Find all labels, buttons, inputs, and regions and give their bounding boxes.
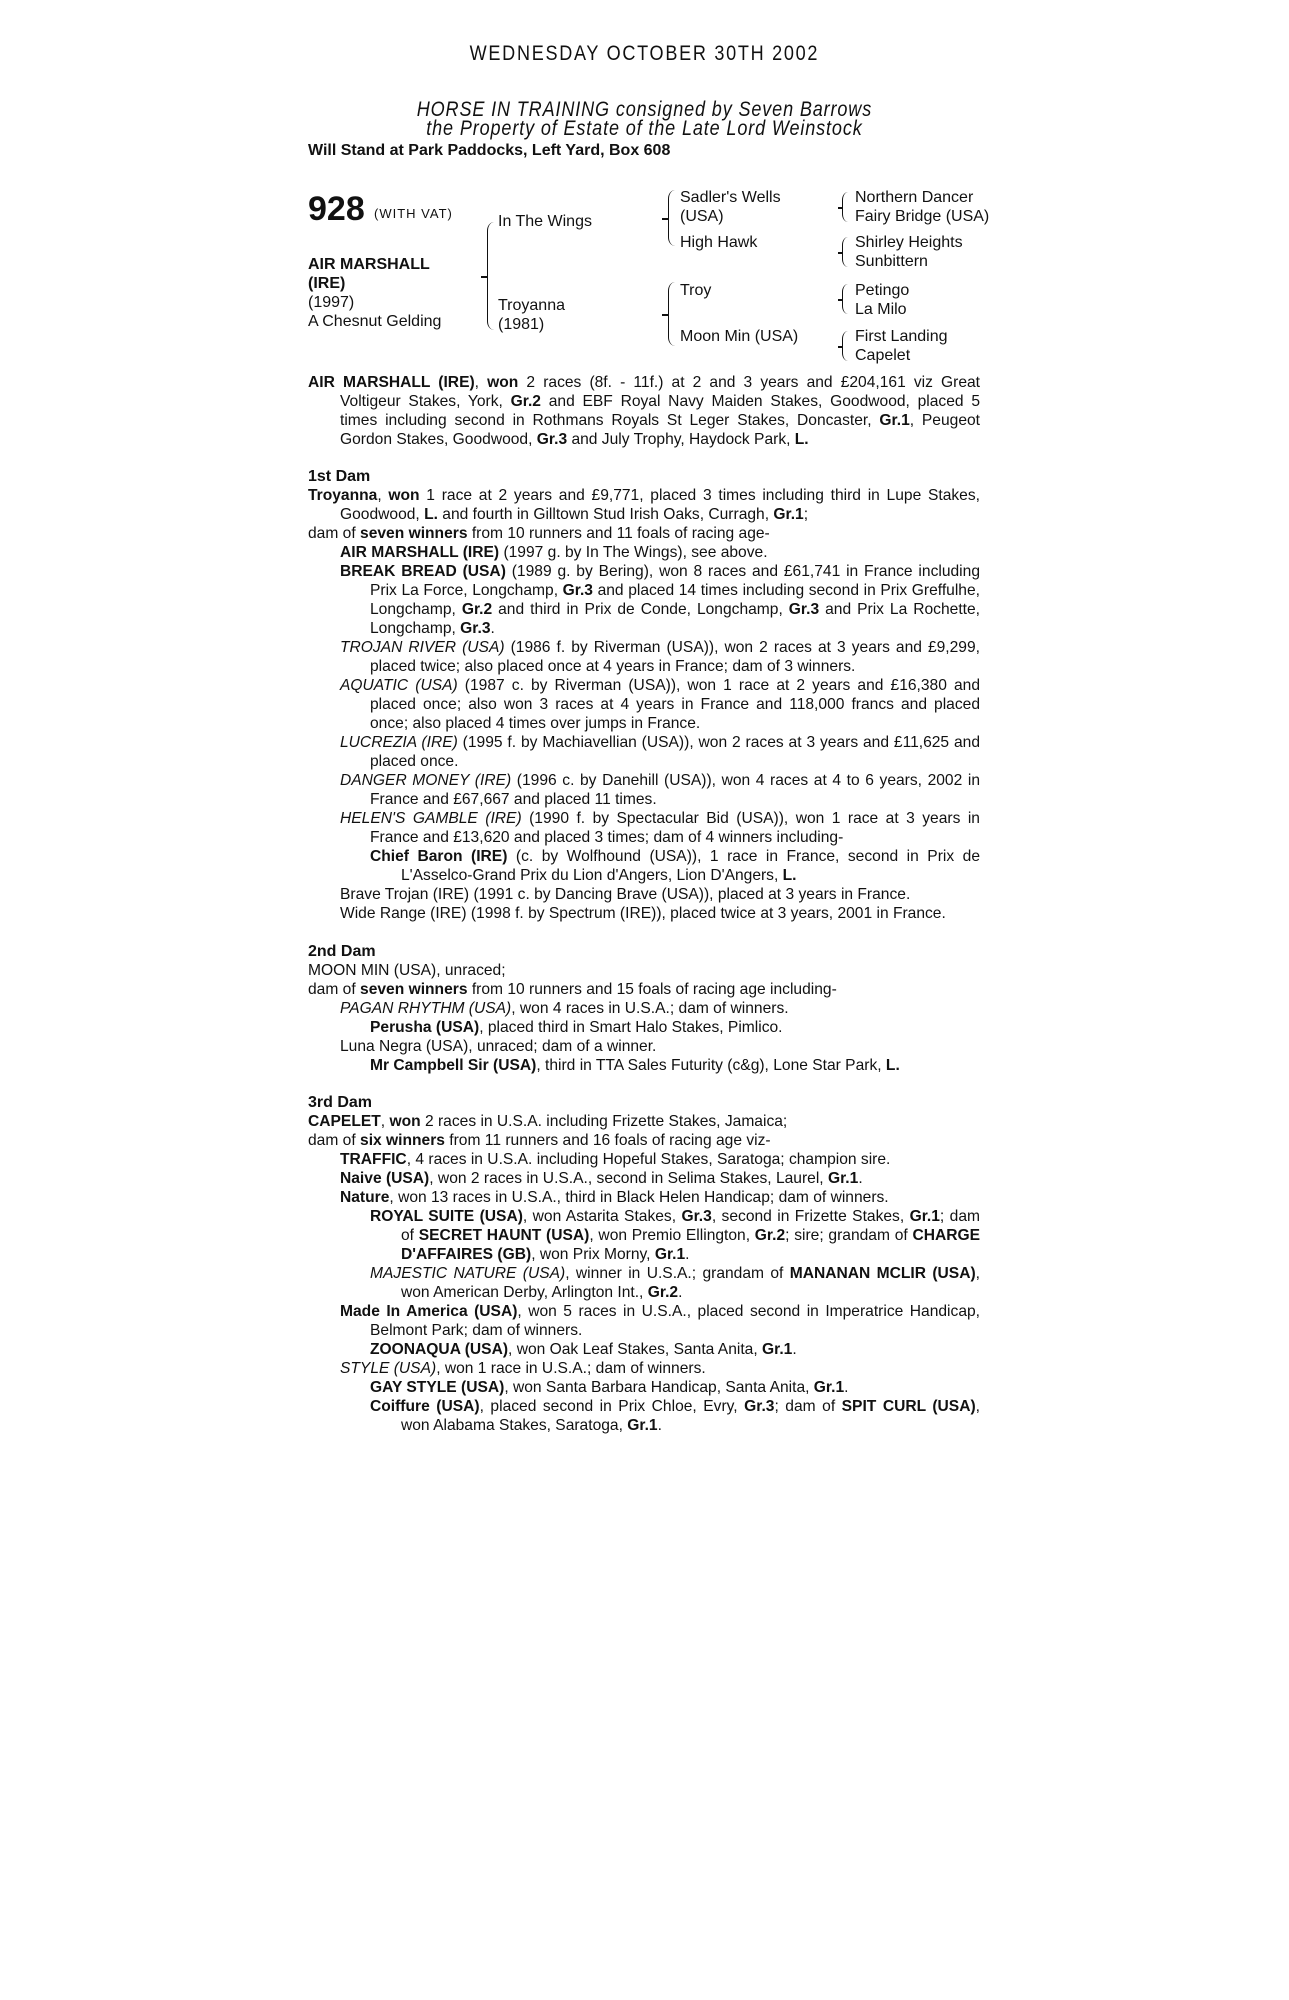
produce-text: , won American Derby, Arlington Int., <box>401 1265 981 1301</box>
grand-produce-entry <box>308 1264 980 1302</box>
first-dam-text-2: and fourth in Gilltown Stud Irish Oaks, Curragh, <box>437 506 774 523</box>
record-text-3: , Peugeot Gordon Stakes, Goodwood, <box>340 412 981 448</box>
third-dam-text: 2 races in U.S.A. including Frizette Stakes, Jamaica; <box>420 1113 788 1130</box>
produce-text: ; dam of <box>401 1208 980 1244</box>
produce-text: , won 1 race in U.S.A.; dam of winners. <box>436 1360 706 1377</box>
horse-name-line-1: AIR MARSHALL <box>308 256 430 273</box>
dam-dam: Moon Min (USA) <box>680 328 799 345</box>
produce-text: (1990 f. by Spectacular Bid (USA)), won 1 race at 3 years in France and £13,620 and placed 3 times; dam of 4 winners including- <box>370 810 980 846</box>
grand-produce-entry <box>308 1340 980 1359</box>
produce-entry <box>308 733 980 771</box>
produce-name: Coiffure (USA) <box>370 1398 480 1415</box>
produce-text: . <box>858 1170 863 1187</box>
produce-text: . <box>678 1284 683 1301</box>
ds-dam: La Milo <box>855 301 907 318</box>
produce-entry <box>308 562 980 638</box>
produce-text: , won 5 races in U.S.A., placed second in Imperatrice Handicap, Belmont Park; dam of winners. <box>370 1303 980 1339</box>
produce-text: , 4 races in U.S.A. including Hopeful Stakes, Saratoga; champion sire. <box>406 1151 891 1168</box>
consignor-line-1: HORSE IN TRAINING consigned by Seven Barrows <box>416 98 873 121</box>
first-dam-name: Troyanna <box>308 487 378 504</box>
produce-text: , won Prix Morny, <box>531 1246 655 1263</box>
produce-text: (1989 g. by Bering), won 8 races and £61,741 in France including Prix La Force, Longchamp, <box>370 563 980 599</box>
record-text-4: and July Trophy, Haydock Park, <box>567 431 795 448</box>
dam-of-rest: from 11 runners and 16 foals of racing age viz- <box>444 1132 771 1149</box>
produce-entry <box>308 1150 980 1169</box>
produce-name: STYLE (USA) <box>340 1360 437 1377</box>
dam-sire: Troy <box>680 282 712 299</box>
dam-of-label: dam of <box>308 1132 361 1149</box>
first-dam-text-1: 1 race at 2 years and £9,771, placed 3 times including third in Lupe Stakes, Goodwood, <box>340 487 980 523</box>
third-dam-name: CAPELET <box>308 1113 381 1130</box>
sire-sire-country: (USA) <box>680 208 724 225</box>
produce-name: Chief Baron (IRE) <box>370 848 508 865</box>
produce-text: ; sire; grandam of <box>785 1227 913 1244</box>
horse-description: A Chesnut Gelding <box>308 313 442 330</box>
produce-text: and placed 14 times including second in Prix Greffulhe, Longchamp, <box>370 582 980 618</box>
grade-label: Gr.1 <box>827 1170 859 1187</box>
consignor-line-2: the Property of Estate of the Late Lord Weinstock <box>426 117 863 140</box>
produce-name: AQUATIC (USA) <box>340 677 458 694</box>
horse-name <box>308 255 430 293</box>
produce-name: PAGAN RHYTHM (USA) <box>340 1000 512 1017</box>
first-dam-record: Troyanna, won 1 race at 2 years and £9,771, placed 3 times including third in Lupe Stakes, Goodwood, L. and fourth in Gilltown Stud Irish Oaks, Curragh, Gr.1; <box>308 487 980 523</box>
produce-entry <box>308 999 980 1018</box>
produce-entry <box>308 809 980 847</box>
second-dam-produce-intro <box>308 980 980 999</box>
ss-sire: Northern Dancer <box>855 189 974 206</box>
grade-label: Gr.3 <box>788 601 820 618</box>
record-won: won <box>487 374 519 391</box>
produce-name: TRAFFIC <box>340 1151 407 1168</box>
produce-entry <box>308 676 980 733</box>
grade-label: Gr.1 <box>813 1379 845 1396</box>
produce-name: AIR MARSHALL (IRE) <box>340 544 500 561</box>
produce-text: , won Premio Ellington, <box>589 1227 755 1244</box>
winners-count: seven winners <box>360 525 468 542</box>
record-text-2: and EBF Royal Navy Maiden Stakes, Goodwood, placed 5 times including second in Rothmans Royals St Leger Stakes, Doncaster, <box>340 393 980 429</box>
produce-name: ROYAL SUITE (USA) <box>370 1208 523 1225</box>
sire-sire: Sadler's Wells <box>680 189 781 206</box>
produce-text: , won 13 races in U.S.A., third in Black Helen Handicap; dam of winners. <box>389 1189 889 1206</box>
produce-text: , third in TTA Sales Futurity (c&g), Lone Star Park, <box>536 1057 886 1074</box>
dam-of-label: dam of <box>308 981 361 998</box>
produce-name: ZOONAQUA (USA) <box>370 1341 509 1358</box>
grade-label: Gr.2 <box>461 601 493 618</box>
produce-name: MANANAN MCLIR (USA) <box>789 1265 976 1282</box>
produce-name: Naive (USA) <box>340 1170 430 1187</box>
produce-text: , won Oak Leaf Stakes, Santa Anita, <box>508 1341 763 1358</box>
race-record-paragraph: AIR MARSHALL (IRE), won 2 races (8f. - 11f.) at 2 and 3 years and £204,161 viz Great Voltigeur Stakes, York, Gr.2 and EBF Royal Navy Maiden Stakes, Goodwood, placed 5 times including second in Rothmans Royals St Leger Stakes, Doncaster, Gr.1, Peugeot Gordon Stakes, Goodwood, Gr.3 and July Trophy, Haydock Park, L. <box>308 374 981 448</box>
produce-name: DANGER MONEY (IRE) <box>340 772 512 789</box>
first-dam-text-3: ; <box>803 506 809 523</box>
first-dam-section <box>308 467 980 923</box>
produce-name: TROJAN RIVER (USA) <box>340 639 505 656</box>
produce-name: HELEN'S GAMBLE (IRE) <box>340 810 522 827</box>
pedigree-brace-3c <box>842 284 848 314</box>
dam-of-rest: from 10 runners and 15 foals of racing age including- <box>467 981 837 998</box>
produce-text: and third in Prix de Conde, Longchamp, <box>492 601 789 618</box>
grade-label: Gr.2 <box>647 1284 679 1301</box>
grade-label: Gr.2 <box>754 1227 786 1244</box>
winners-count: six winners <box>360 1132 445 1149</box>
produce-name: LUCREZIA (IRE) <box>340 734 458 751</box>
pedigree-brace-2b <box>668 282 675 346</box>
produce-entry <box>308 1188 980 1207</box>
produce-text: , won Santa Barbara Handicap, Santa Anita, <box>504 1379 814 1396</box>
produce-name: Mr Campbell Sir (USA) <box>370 1057 537 1074</box>
first-dam-gr1: Gr.1 <box>773 506 804 523</box>
produce-text: , won 4 races in U.S.A.; dam of winners. <box>511 1000 789 1017</box>
third-dam-produce-intro <box>308 1131 980 1150</box>
sire-dam: High Hawk <box>680 234 758 251</box>
grade-label: Gr.3 <box>744 1398 775 1415</box>
produce-entry <box>308 1169 980 1188</box>
produce-text: (c. by Wolfhound (USA)), 1 race in France, second in Prix de L'Asselco-Grand Prix du Lion d'Angers, Lion D'Angers, <box>401 848 980 884</box>
grade-label: Gr.1 <box>909 1208 940 1225</box>
produce-name: SECRET HAUNT (USA) <box>418 1227 590 1244</box>
pedigree-brace-2a <box>668 190 675 246</box>
ds-sire: Petingo <box>855 282 910 299</box>
produce-text: . <box>657 1417 662 1434</box>
dam-of-rest: from 10 runners and 11 foals of racing age- <box>467 525 770 542</box>
produce-entry: Luna Negra (USA), unraced; dam of a winner. <box>340 1038 657 1055</box>
produce-entry: Brave Trojan (IRE) (1991 c. by Dancing Brave (USA)), placed at 3 years in France. <box>340 886 911 903</box>
horse-name-line-2: (IRE) <box>308 275 346 292</box>
second-dam-line: MOON MIN (USA), unraced; <box>308 962 506 979</box>
grand-produce-entry <box>308 847 980 885</box>
second-dam-section <box>308 942 980 1075</box>
produce-text: (1986 f. by Riverman (USA)), won 2 races at 3 years and £9,299, placed twice; also placed once at 4 years in France; dam of 3 winners. <box>370 639 980 675</box>
grand-produce-entry <box>308 1018 980 1037</box>
record-horse-name: AIR MARSHALL (IRE) <box>308 374 475 391</box>
pedigree-brace-3b <box>842 237 848 267</box>
produce-name: GAY STYLE (USA) <box>370 1379 505 1396</box>
sale-date: WEDNESDAY OCTOBER 30TH 2002 <box>469 42 820 65</box>
produce-name: Made In America (USA) <box>340 1303 518 1320</box>
grand-produce-entry <box>308 1397 980 1435</box>
first-dam-listed: L. <box>424 506 438 523</box>
produce-entry <box>308 543 980 562</box>
produce-text: ; dam of <box>774 1398 842 1415</box>
produce-entry: Wide Range (IRE) (1998 f. by Spectrum (IRE)), placed twice at 3 years, 2001 in France. <box>340 905 946 922</box>
produce-text: . <box>685 1246 690 1263</box>
grade-label: Gr.1 <box>627 1417 658 1434</box>
pedigree-brace-3a <box>842 192 848 222</box>
grade-label: L. <box>782 867 797 884</box>
produce-text: (1995 f. by Machiavellian (USA)), won 2 races at 3 years and £11,625 and placed once. <box>370 734 980 770</box>
produce-text: and Prix La Rochette, Longchamp, <box>370 601 980 637</box>
produce-name: BREAK BREAD (USA) <box>340 563 506 580</box>
grand-produce-entry <box>308 1056 980 1075</box>
produce-text: . <box>490 620 495 637</box>
horse-year: (1997) <box>308 294 355 311</box>
produce-entry <box>308 638 980 676</box>
winners-count: seven winners <box>360 981 468 998</box>
produce-name: CHARGE D'AFFAIRES (GB) <box>401 1227 981 1263</box>
produce-text: , placed third in Smart Halo Stakes, Pimlico. <box>479 1019 783 1036</box>
dd-dam: Capelet <box>855 347 911 364</box>
dam: Troyanna <box>498 297 565 314</box>
grade-label: Gr.3 <box>460 620 491 637</box>
pedigree-brace-1 <box>487 222 494 330</box>
grade-label: Gr.3 <box>681 1208 712 1225</box>
produce-name: MAJESTIC NATURE (USA) <box>370 1265 566 1282</box>
first-dam-produce-intro <box>308 524 980 543</box>
grade-label: Gr.1 <box>654 1246 686 1263</box>
stand-location: Will Stand at Park Paddocks, Left Yard, Box 608 <box>308 142 671 159</box>
produce-name: Perusha (USA) <box>370 1019 480 1036</box>
grand-produce-entry <box>308 1207 980 1264</box>
second-dam-heading: 2nd Dam <box>308 943 376 960</box>
produce-text: , placed second in Prix Chloe, Evry, <box>479 1398 745 1415</box>
produce-name: SPIT CURL (USA) <box>841 1398 976 1415</box>
first-dam-won: won <box>388 487 420 504</box>
record-text-1: 2 races (8f. - 11f.) at 2 and 3 years and £204,161 viz Great Voltigeur Stakes, York, <box>340 374 981 410</box>
dam-year: (1981) <box>498 316 545 333</box>
produce-name: Nature <box>340 1189 390 1206</box>
produce-text: , winner in U.S.A.; grandam of <box>565 1265 790 1282</box>
produce-text: (1997 g. by In The Wings), see above. <box>499 544 768 561</box>
produce-text: , won Alabama Stakes, Saratoga, <box>401 1398 981 1434</box>
lot-number: 928 <box>308 190 365 228</box>
sd-dam: Sunbittern <box>855 253 928 270</box>
race-record <box>308 373 980 449</box>
grand-produce-entry <box>308 1378 980 1397</box>
dam-of-label: dam of <box>308 525 361 542</box>
first-dam-heading: 1st Dam <box>308 468 371 485</box>
record-listed: L. <box>794 431 809 448</box>
produce-text: , won Astarita Stakes, <box>522 1208 682 1225</box>
grade-label: L. <box>885 1057 900 1074</box>
sd-sire: Shirley Heights <box>855 234 963 251</box>
produce-text: . <box>844 1379 849 1396</box>
sire: In The Wings <box>498 213 592 230</box>
third-dam-record: CAPELET, won 2 races in U.S.A. including Frizette Stakes, Jamaica; <box>308 1113 788 1130</box>
record-gr2: Gr.2 <box>510 393 541 410</box>
produce-entry <box>308 1359 980 1378</box>
third-dam-section <box>308 1093 980 1435</box>
third-dam-won: won <box>389 1113 421 1130</box>
third-dam-heading: 3rd Dam <box>308 1094 373 1111</box>
grade-label: Gr.3 <box>562 582 593 599</box>
vat-note: (WITH VAT) <box>374 206 453 221</box>
produce-text: (1996 c. by Danehill (USA)), won 4 races at 4 to 6 years, 2002 in France and £67,667 and placed 11 times. <box>370 772 981 808</box>
produce-entry <box>308 1302 980 1340</box>
produce-text: (1987 c. by Riverman (USA)), won 1 race at 2 years and £16,380 and placed once; also won 3 races at 4 years in France and 118,000 francs and placed once; also placed 4 times over jumps in France. <box>370 677 980 732</box>
pedigree-brace-3d <box>842 331 848 361</box>
produce-text: , won 2 races in U.S.A., second in Selima Stakes, Laurel, <box>429 1170 828 1187</box>
ss-dam: Fairy Bridge (USA) <box>855 208 990 225</box>
dd-sire: First Landing <box>855 328 948 345</box>
produce-entry <box>308 771 980 809</box>
produce-text: , second in Frizette Stakes, <box>711 1208 910 1225</box>
grade-label: Gr.1 <box>762 1341 793 1358</box>
produce-text: . <box>792 1341 797 1358</box>
record-gr3: Gr.3 <box>536 431 568 448</box>
record-gr1: Gr.1 <box>879 412 910 429</box>
